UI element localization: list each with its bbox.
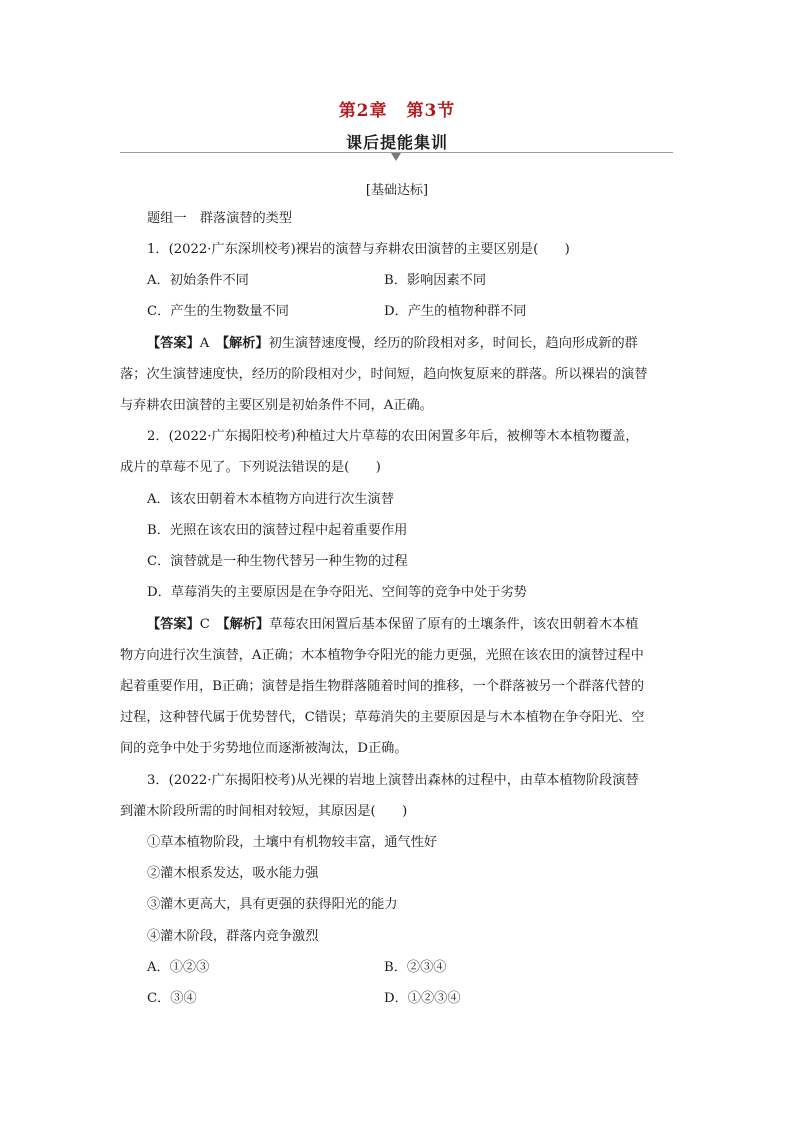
q1-stem: 1．(2022·广东深圳校考)裸岩的演替与弃耕农田演替的主要区别是( ) [147,242,570,257]
answer-tag: 【答案】 [147,336,200,351]
q1-answer: A [199,336,210,351]
q3-option-b: B．②③④ [384,960,447,975]
level-label: [基础达标] [365,183,429,198]
q3-statement-1: ①草本植物阶段，土壤中有机物较丰富，通气性好 [147,835,438,850]
analysis-tag: 【解析】 [223,617,270,632]
q3-option-c: C．③④ [147,991,197,1006]
q2-analysis-line-4: 过程，这种替代属于优势替代，C错误；草莓消失的主要原因是与木本植物在争夺阳光、空 [120,710,645,725]
q3-statement-4: ④灌木阶段，群落内竞争激烈 [147,929,319,944]
q1-answer-line [147,336,638,352]
q2-answer: C [199,617,210,632]
rule-triangle-marker [391,153,401,161]
group-title: 题组一 群落演替的类型 [147,211,293,226]
section-title: 课后提能集训 [345,133,448,152]
q3-option-d: D．①②③④ [384,991,461,1006]
q2-analysis-line-2: 物方向进行次生演替，A正确；木本植物争夺阳光的能力更强，光照在该农田的演替过程中 [120,648,644,663]
q3-stem-line-1: 3．(2022·广东揭阳校考)从光裸的岩地上演替出森林的过程中，由草本植物阶段演替 [147,773,639,788]
answer-tag: 【答案】 [147,617,200,632]
q1-analysis-line-1: 初生演替速度慢，经历的阶段相对多，时间长，趋向形成新的群 [268,336,638,351]
q2-analysis-line-1: 草莓农田闲置后基本保留了原有的土壤条件，该农田朝着木本植 [269,617,639,632]
q2-stem-line-1: 2．(2022·广东揭阳校考)种植过大片草莓的农田闲置多年后，被柳等木本植物覆盖， [147,429,639,444]
q2-option-d: D．草莓消失的主要原因是在争夺阳光、空间等的竞争中处于劣势 [147,585,527,600]
q2-analysis-line-3: 起着重要作用，B正确；演替是指生物群落随着时间的推移，一个群落被另一个群落代替的 [120,679,644,694]
q2-stem-line-2: 成片的草莓不见了。下列说法错误的是( ) [120,460,381,475]
analysis-tag: 【解析】 [222,336,269,351]
q2-analysis-line-5: 间的竞争中处于劣势地位而逐渐被淘汰，D正确。 [120,741,408,756]
chapter-title [0,96,794,121]
q3-statement-2: ②灌木根系发达，吸水能力强 [147,866,319,881]
q2-answer-line [147,617,638,633]
q3-stem-line-2: 到灌木阶段所需的时间相对较短，其原因是( ) [120,804,408,819]
q1-option-d: D．产生的植物种群不同 [384,304,527,319]
q1-option-b: B．影响因素不同 [384,273,487,288]
q2-option-a: A．该农田朝着木本植物方向进行次生演替 [147,492,394,507]
chapter-number: 第2章 [338,101,388,121]
q1-option-c: C．产生的生物数量不同 [147,304,289,319]
q2-option-b: B．光照在该农田的演替过程中起着重要作用 [147,523,408,538]
q3-statement-3: ③灌木更高大，具有更强的获得阳光的能力 [147,897,398,912]
q1-analysis-line-2: 落；次生演替速度快，经历的阶段相对少，时间短，趋向恢复原来的群落。所以裸岩的演替 [120,367,648,382]
q3-option-a: A．①②③ [147,960,210,975]
q2-option-c: C．演替就是一种生物代替另一种生物的过程 [147,554,408,569]
section-number: 第3节 [406,101,456,121]
q1-analysis-line-3: 与弃耕农田演替的主要区别是初始条件不同，A正确。 [120,398,433,413]
q1-option-a: A．初始条件不同 [147,273,249,288]
